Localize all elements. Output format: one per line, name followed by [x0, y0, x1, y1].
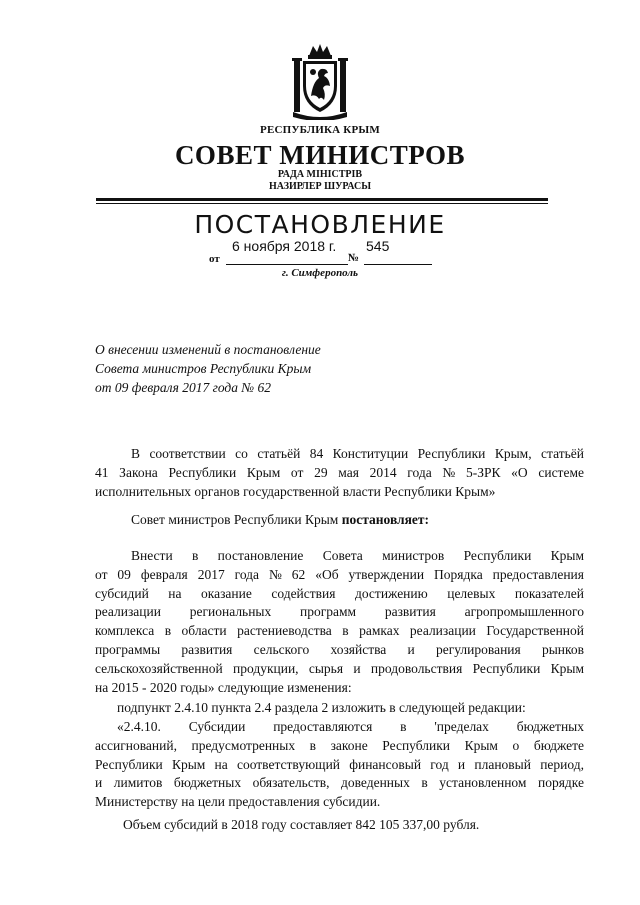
- paragraph-subpoint: [95, 699, 584, 718]
- paragraph-line: Министерству на цели предоставления субсидии.: [95, 794, 381, 810]
- header-divider-thick: [96, 198, 548, 201]
- city-name: г. Симферополь: [281, 267, 359, 279]
- number-underline: [364, 264, 432, 265]
- crimea-coat-of-arms-emblem: [289, 42, 351, 120]
- date-label: от: [209, 253, 220, 265]
- paragraph-line: сельскохозяйственной продукции, сырья и продовольствия Республики Крым: [95, 660, 584, 676]
- subject-line: О внесении изменений в постановление: [95, 342, 321, 357]
- paragraph-legal-basis: [95, 445, 584, 501]
- republic-name: РЕСПУБЛИКА КРЫМ: [260, 124, 380, 136]
- resolution-verb: постановляет:: [341, 512, 430, 527]
- paragraph-new-wording: [95, 718, 584, 812]
- paragraph-line: Республики Крым на соответствующий финансовый год и плановый период,: [95, 756, 584, 772]
- subject-line: Совета министров Республики Крым: [95, 361, 312, 376]
- paragraph-line: на 2015 - 2020 годы» следующие изменения:: [95, 679, 352, 695]
- subject-line: от 09 февраля 2017 года № 62: [95, 380, 271, 395]
- paragraph-line: Внести в постановление Совета министров Республики Крым: [131, 548, 584, 563]
- council-name-ukrainian: РАДА МІНІСТРІВ: [277, 169, 363, 180]
- paragraph-line: В соответствии со статьёй 84 Конституции Республики Крым, статьёй: [131, 446, 584, 461]
- paragraph-line: 41 Закона Республики Крым от 29 мая 2014 года № 5-ЗРК «О системе: [95, 464, 584, 480]
- paragraph-line: программы развития сельского хозяйства и регулирования рынков: [95, 641, 584, 657]
- document-number: 545: [366, 238, 390, 254]
- paragraph-amendments: [95, 547, 584, 697]
- paragraph-line: подпункт 2.4.10 пункта 2.4 раздела 2 изложить в следующей редакции:: [117, 700, 526, 715]
- paragraph-line: ассигнований, предусмотренных в законе Республики Крым о бюджете: [95, 737, 584, 753]
- document-subject: [95, 340, 321, 397]
- header-divider-thin: [96, 203, 548, 204]
- date-underline: [226, 264, 348, 265]
- document-date: 6 ноября 2018 г.: [232, 238, 337, 254]
- paragraph-line: «2.4.10. Субсидии предоставляются в 'пределах бюджетных: [117, 719, 584, 734]
- paragraph-subsidy-amount: [95, 816, 584, 835]
- paragraph-line: Объем субсидий в 2018 году составляет 842 105 337,00 рубля.: [123, 817, 480, 832]
- document-type-title: ПОСТАНОВЛЕНИЕ: [194, 210, 446, 239]
- paragraph-line: субсидий на оказание содействия достижению целевых показателей: [95, 585, 584, 601]
- paragraph-line: реализации региональных программ развития агропромышленного: [95, 604, 584, 620]
- paragraph-line: комплекса в области растениеводства в рамках реализации Государственной: [95, 623, 584, 639]
- number-label: №: [348, 252, 360, 264]
- council-name-crimean-tatar: НАЗИРЛЕР ШУРАСЫ: [268, 181, 372, 192]
- paragraph-line: и лимитов бюджетных обязательств, доведенных в установленном порядке: [95, 775, 584, 791]
- paragraph-line: исполнительных органов государственной власти Республики Крым»: [95, 483, 496, 499]
- paragraph-resolution: [95, 511, 584, 530]
- council-name: СОВЕТ МИНИСТРОВ: [174, 140, 466, 170]
- paragraph-line: от 09 февраля 2017 года № 62 «Об утверждении Порядка предоставления: [95, 566, 584, 582]
- resolution-text: Совет министров Республики Крым: [131, 512, 342, 527]
